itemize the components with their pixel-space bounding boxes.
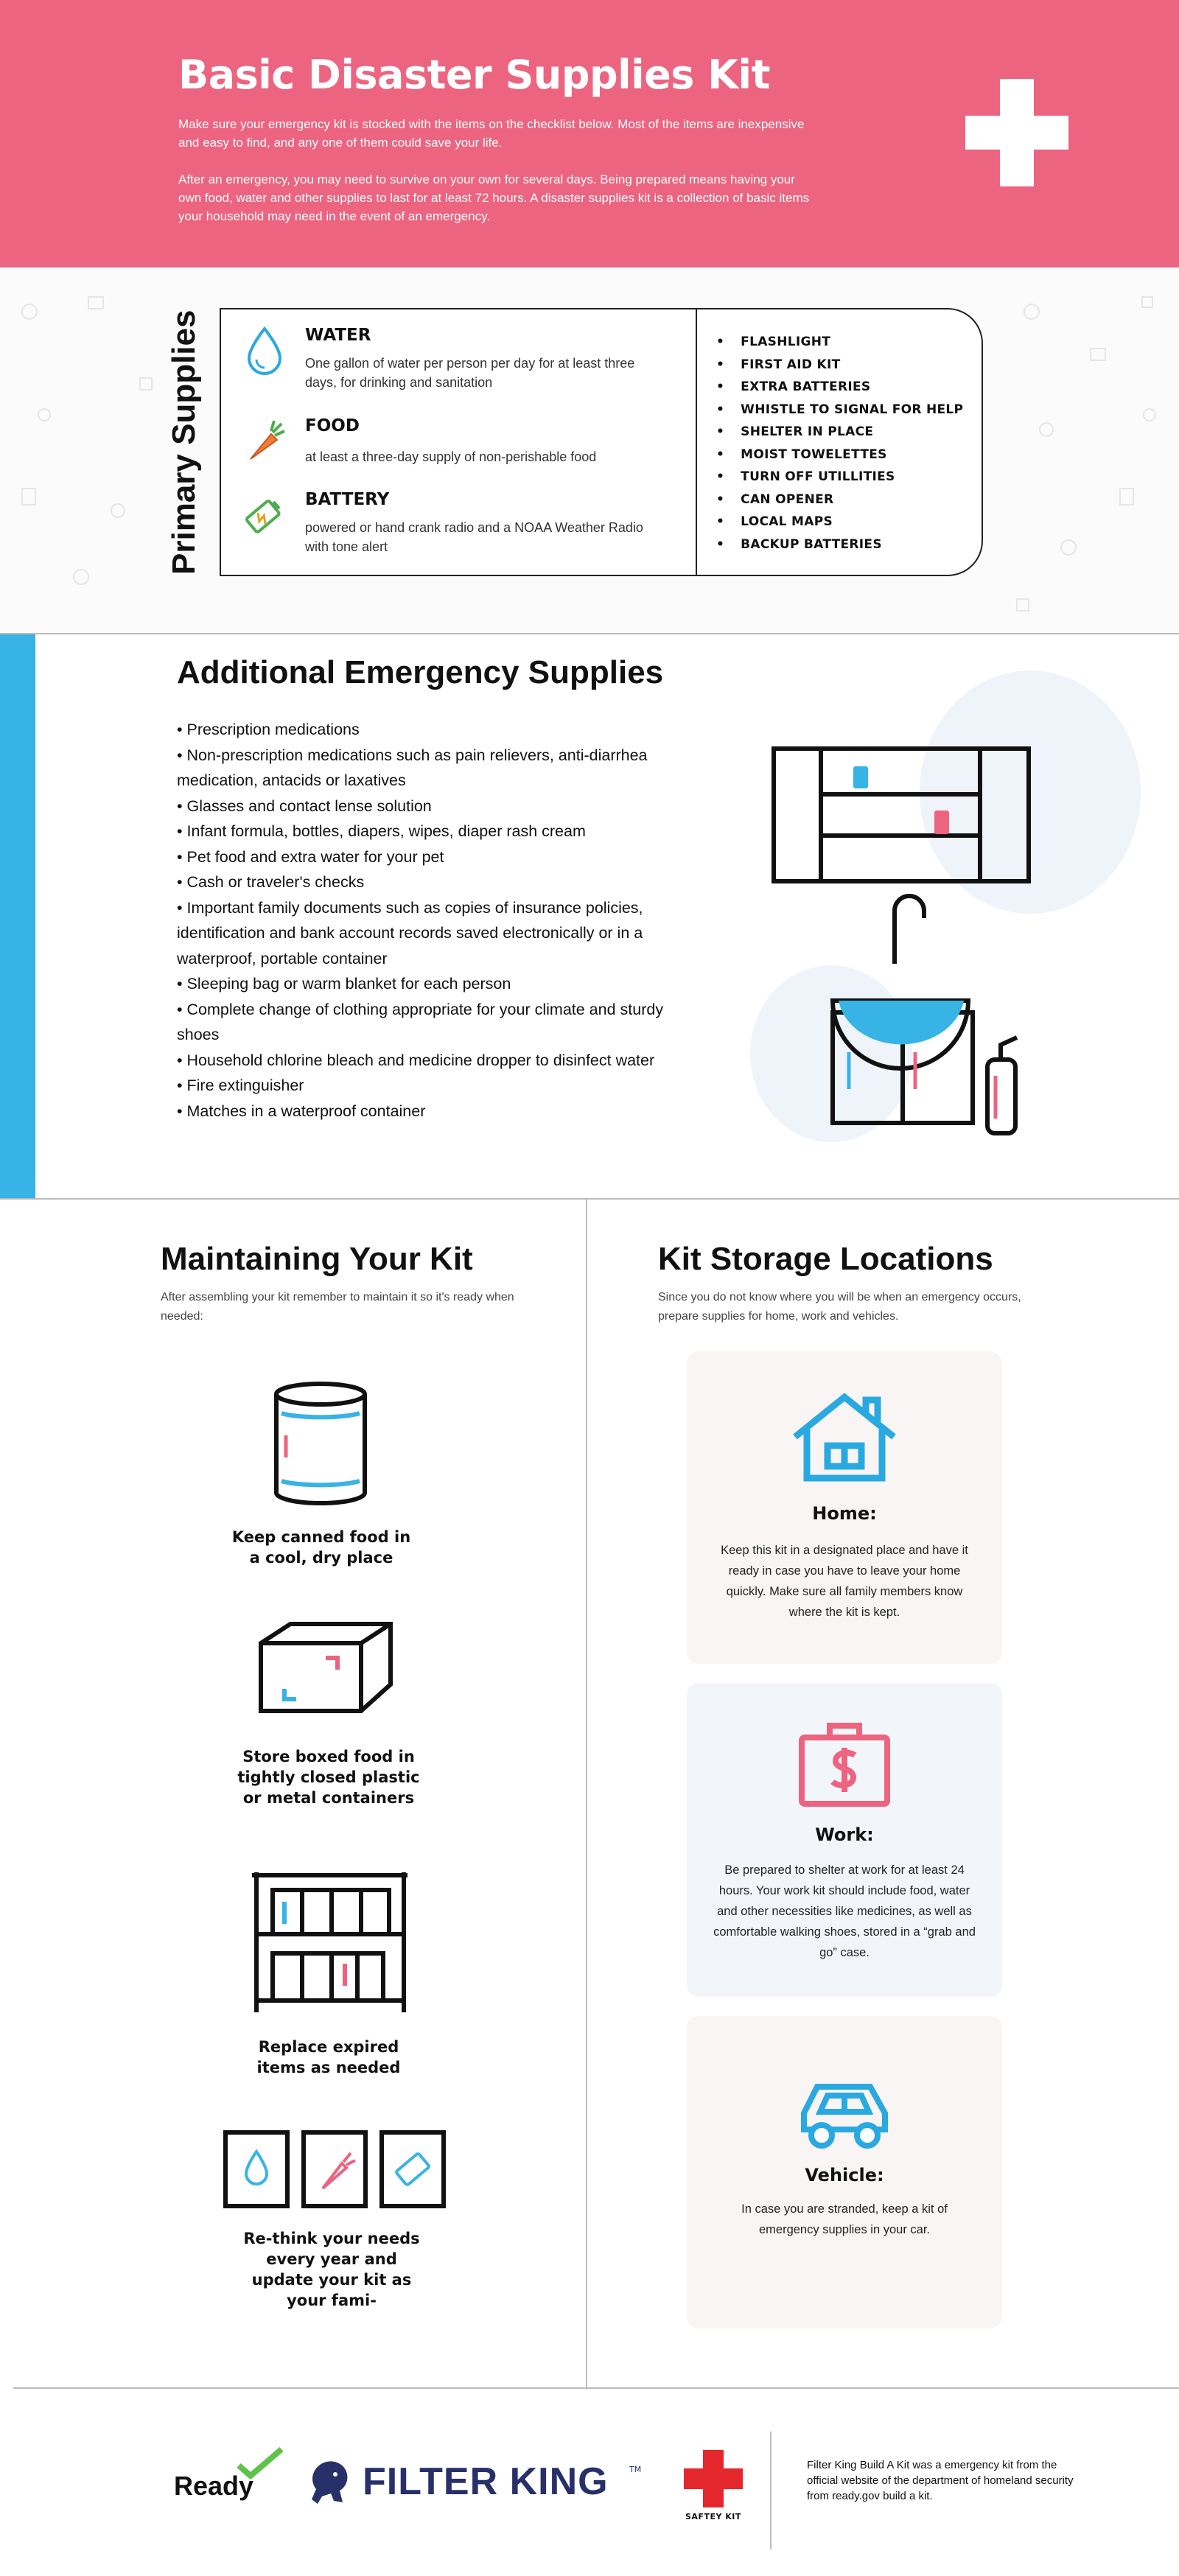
accent-bar <box>0 634 35 1198</box>
medical-cross-icon <box>965 79 1068 186</box>
storage-card-home <box>687 1351 1002 1664</box>
supply-food-desc: at least a three-day supply of non-perishable food <box>305 449 597 464</box>
additional-supplies-title: Additional Emergency Supplies <box>177 654 664 690</box>
list-item: • Pet food and extra water for your pet <box>177 844 693 870</box>
carrot-icon <box>243 416 286 466</box>
supplies-icon <box>223 2129 448 2211</box>
storage-card-work <box>687 1683 1002 1997</box>
supply-water-name: WATER <box>305 326 371 345</box>
maintain-label-supplies: Re-think your needs every year and update your kit as your fami- <box>243 2230 420 2309</box>
safety-kit-label: SAFTEY KIT <box>685 2512 741 2521</box>
primary-checklist <box>716 331 963 556</box>
checklist-item: • SHELTER IN PLACE <box>716 421 963 444</box>
house-icon <box>789 1391 900 1483</box>
checklist-item: • EXTRA BATTERIES <box>716 376 963 399</box>
primary-divider <box>696 309 697 575</box>
list-item: • Cash or traveler's checks <box>177 869 693 895</box>
header-banner <box>0 0 1179 267</box>
checklist-item: • CAN OPENER <box>716 489 963 511</box>
list-item: • Matches in a waterproof container <box>177 1099 693 1124</box>
intro-paragraph-2: After an emergency, you may need to survive on your own for several days. Being prepared means having your own food, water and other supplies to last for at least 72 hours. A disaster supplies kit is a collection of basic items your household may need in the event of an emergency. <box>178 172 810 223</box>
list-item: • Prescription medications <box>177 717 693 743</box>
storage-subtitle: Since you do not know where you will be when an emergency occurs, prepare supplies for home, work and vehicles. <box>658 1291 1021 1323</box>
storage-card-title: Work: <box>815 1824 874 1845</box>
maintain-label-shelf: Replace expired items as needed <box>256 2038 401 2076</box>
column-divider <box>586 1200 587 2387</box>
storage-card-title: Vehicle: <box>805 2165 884 2185</box>
checklist-item: • BACKUP BATTERIES <box>716 533 963 556</box>
filter-king-logo: FILTER KING <box>363 2460 609 2503</box>
list-item: • Sleeping bag or warm blanket for each person <box>177 971 693 997</box>
briefcase-icon <box>797 1720 892 1808</box>
supply-water-desc: One gallon of water per person per day for at least three days, for drinking and sanitation <box>305 356 635 390</box>
intro-paragraph-1: Make sure your emergency kit is stocked with the items on the checklist below. Most of the items are inexpensive and easy to find, and any one of them could save your life. <box>178 117 805 150</box>
storage-card-title: Home: <box>812 1503 877 1524</box>
bathroom-cabinet-icon <box>766 743 1046 1141</box>
checklist-item: • WHISTLE TO SIGNAL FOR HELP <box>716 399 963 421</box>
car-icon <box>795 2078 894 2152</box>
trademark-mark: TM <box>629 2465 642 2474</box>
checklist-item: • FIRST AID KIT <box>716 354 963 377</box>
footer-note: Filter King Build A Kit was a emergency kit from the official website of the department of homeland security from ready.gov build a kit. <box>807 2459 1074 2502</box>
can-icon <box>265 1378 376 1511</box>
maintaining-subtitle: After assembling your kit remember to maintain it so it's ready when needed: <box>161 1291 514 1323</box>
water-drop-icon <box>243 326 286 376</box>
shelf-icon <box>251 1868 409 2015</box>
storage-title: Kit Storage Locations <box>658 1241 993 1277</box>
checklist-item: • TURN OFF UTILLITIES <box>716 466 963 489</box>
section-divider <box>13 2387 1179 2389</box>
section-divider <box>0 1198 1179 1200</box>
list-item: • Fire extinguisher <box>177 1073 693 1099</box>
checkmark-icon <box>236 2446 284 2479</box>
list-item: • Glasses and contact lense solution <box>177 794 693 819</box>
red-cross-icon <box>682 2449 744 2509</box>
maintain-label-can: Keep canned food in a cool, dry place <box>231 1528 411 1567</box>
supply-battery-name: BATTERY <box>305 490 390 509</box>
maintaining-title: Maintaining Your Kit <box>161 1241 473 1277</box>
list-item: • Complete change of clothing appropriate for your climate and sturdy shoes <box>177 997 693 1048</box>
page-title: Basic Disaster Supplies Kit <box>178 52 770 98</box>
intro-text <box>178 115 812 244</box>
additional-supplies-list <box>177 717 693 1124</box>
checklist-item: • LOCAL MAPS <box>716 511 963 533</box>
list-item: • Important family documents such as copies of insurance policies, identification and bank account records saved electronically or in a waterproof, portable container <box>177 895 693 972</box>
ready-logo-text: Ready <box>174 2471 254 2501</box>
checklist-item: • FLASHLIGHT <box>716 331 963 354</box>
list-item: • Infant formula, bottles, diapers, wipes, diaper rash cream <box>177 819 693 844</box>
footer-divider <box>770 2432 772 2549</box>
battery-icon <box>243 490 286 540</box>
lion-logo-icon <box>306 2458 354 2507</box>
storage-card-text: In case you are stranded, keep a kit of emergency supplies in your car. <box>741 2202 948 2236</box>
supply-battery-desc: powered or hand crank radio and a NOAA Weather Radio with tone alert <box>305 520 643 554</box>
list-item: • Non-prescription medications such as pain relievers, anti-diarrhea medication, antacids or laxatives <box>177 743 693 794</box>
checklist-item: • MOIST TOWELETTES <box>716 444 963 466</box>
storage-card-vehicle <box>687 2016 1002 2328</box>
supply-food-name: FOOD <box>305 416 360 435</box>
primary-supplies-label: Primary Supplies <box>166 309 202 575</box>
list-item: • Household chlorine bleach and medicine dropper to disinfect water <box>177 1048 693 1074</box>
maintain-label-box: Store boxed food in tightly closed plastic or metal containers <box>237 1748 420 1807</box>
storage-card-text: Keep this kit in a designated place and have it ready in case you have to leave your home quickly. Make sure all family members know where the kit is kept. <box>721 1544 968 1619</box>
storage-card-text: Be prepared to shelter at work for at least 24 hours. Your work kit should include food, water and other necessities like medicines, as well as comfortable walking shoes, stored in a “grab and go” case. <box>713 1863 976 1959</box>
box-icon <box>258 1621 398 1717</box>
